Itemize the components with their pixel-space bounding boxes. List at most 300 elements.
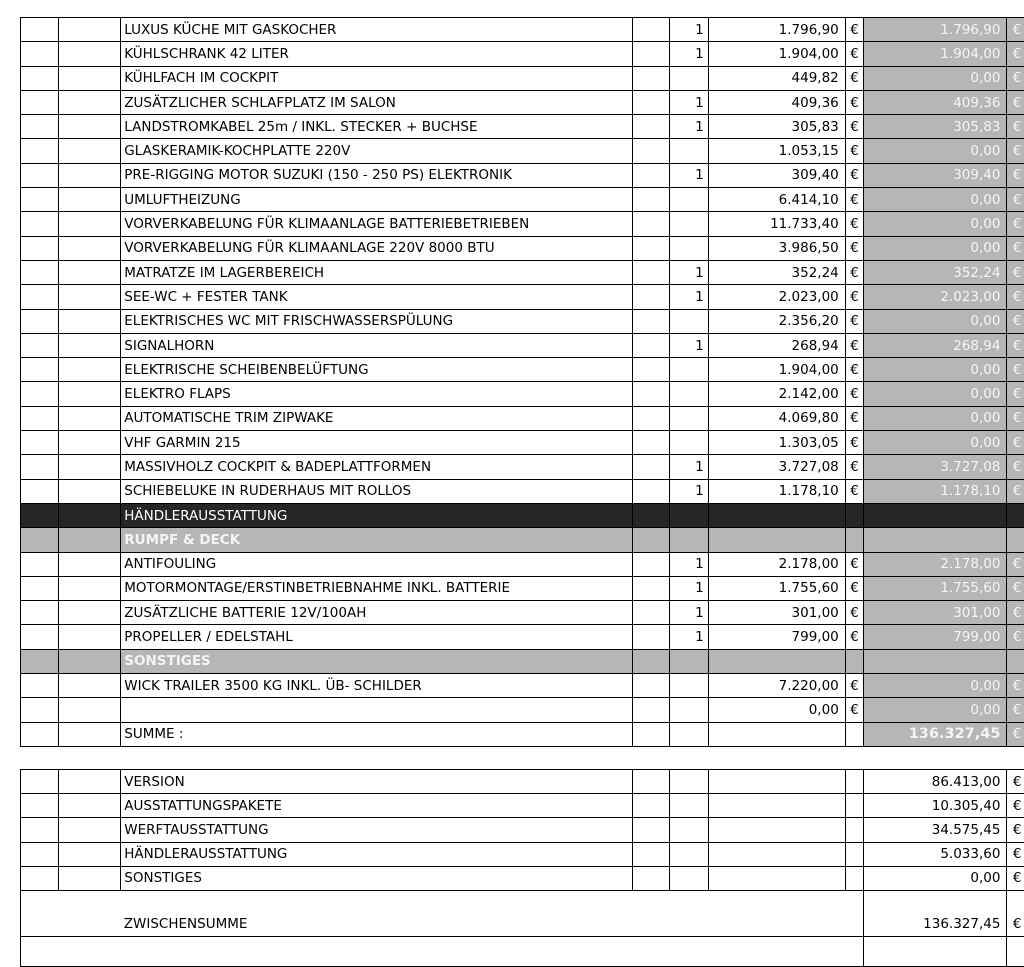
currency-symbol: € bbox=[845, 260, 863, 284]
currency-symbol: € bbox=[1007, 236, 1024, 260]
table-row bbox=[21, 576, 1024, 600]
item-quantity bbox=[669, 139, 708, 163]
currency-symbol: € bbox=[1007, 818, 1024, 842]
cell-blank bbox=[21, 333, 59, 357]
cell-blank bbox=[58, 698, 120, 722]
item-label: LUXUS KÜCHE MIT GASKOCHER bbox=[121, 18, 633, 42]
totals-value: 136.327,45 bbox=[864, 890, 1007, 936]
cell-blank bbox=[708, 818, 845, 842]
currency-symbol: € bbox=[1007, 455, 1024, 479]
item-total: 301,00 bbox=[864, 601, 1007, 625]
cell-blank bbox=[632, 722, 669, 746]
cell-blank bbox=[632, 576, 669, 600]
cell-blank bbox=[708, 794, 845, 818]
item-label: ELEKTRO FLAPS bbox=[121, 382, 633, 406]
cell-blank bbox=[58, 18, 120, 42]
cell-blank bbox=[21, 431, 59, 455]
item-price: 352,24 bbox=[708, 260, 845, 284]
cell-blank bbox=[21, 601, 59, 625]
cell-blank bbox=[632, 382, 669, 406]
cell-blank bbox=[632, 212, 669, 236]
item-price: 1.904,00 bbox=[708, 42, 845, 66]
cell-blank bbox=[669, 890, 708, 936]
cell-blank bbox=[708, 528, 845, 552]
cell-blank bbox=[21, 890, 59, 936]
currency-symbol: € bbox=[1007, 406, 1024, 430]
cell-blank bbox=[632, 698, 669, 722]
item-label: VHF GARMIN 215 bbox=[121, 431, 633, 455]
currency-symbol: € bbox=[845, 552, 863, 576]
cell-blank bbox=[632, 236, 669, 260]
cell-blank bbox=[58, 479, 120, 503]
currency-symbol: € bbox=[845, 406, 863, 430]
cell-blank bbox=[708, 722, 845, 746]
item-price: 409,36 bbox=[708, 90, 845, 114]
currency-symbol: € bbox=[1007, 163, 1024, 187]
item-label: ELEKTRISCHES WC MIT FRISCHWASSERSPÜLUNG bbox=[121, 309, 633, 333]
cell-blank bbox=[21, 90, 59, 114]
item-label: KÜHLSCHRANK 42 LITER bbox=[121, 42, 633, 66]
cell-blank bbox=[632, 866, 669, 890]
cell-blank bbox=[58, 770, 120, 794]
cell-blank bbox=[632, 770, 669, 794]
item-quantity: 1 bbox=[669, 625, 708, 649]
currency-symbol: € bbox=[1007, 722, 1024, 746]
item-price: 268,94 bbox=[708, 333, 845, 357]
cell-blank bbox=[632, 406, 669, 430]
cell-blank bbox=[1007, 528, 1024, 552]
item-quantity: 1 bbox=[669, 18, 708, 42]
table-row bbox=[21, 382, 1024, 406]
cell-blank bbox=[632, 139, 669, 163]
cell-blank bbox=[58, 890, 120, 936]
item-price: 1.904,00 bbox=[708, 358, 845, 382]
cell-blank bbox=[669, 842, 708, 866]
item-total: 0,00 bbox=[864, 212, 1007, 236]
currency-symbol: € bbox=[1007, 42, 1024, 66]
item-label: HÄNDLERAUSSTATTUNG bbox=[121, 503, 633, 527]
cell-blank bbox=[632, 890, 669, 936]
currency-symbol: € bbox=[1007, 431, 1024, 455]
currency-symbol: € bbox=[845, 90, 863, 114]
cell-blank bbox=[864, 503, 1007, 527]
cell-blank bbox=[58, 139, 120, 163]
currency-symbol: € bbox=[1007, 139, 1024, 163]
cell-blank bbox=[632, 115, 669, 139]
cell-blank bbox=[632, 188, 669, 212]
currency-symbol: € bbox=[1007, 674, 1024, 698]
table-row bbox=[21, 358, 1024, 382]
currency-symbol: € bbox=[845, 236, 863, 260]
cell-blank bbox=[632, 309, 669, 333]
item-total: 2.023,00 bbox=[864, 285, 1007, 309]
item-label: VORVERKABELUNG FÜR KLIMAANLAGE 220V 8000 BTU bbox=[121, 236, 633, 260]
cell-blank bbox=[21, 698, 59, 722]
cell-blank bbox=[845, 770, 863, 794]
item-quantity bbox=[669, 406, 708, 430]
cell-blank bbox=[58, 333, 120, 357]
currency-symbol: € bbox=[845, 576, 863, 600]
cell-blank bbox=[632, 818, 669, 842]
cell-blank bbox=[21, 818, 59, 842]
cell-blank bbox=[21, 576, 59, 600]
item-total: 0,00 bbox=[864, 236, 1007, 260]
table-row bbox=[21, 212, 1024, 236]
item-price: 3.727,08 bbox=[708, 455, 845, 479]
currency-symbol: € bbox=[1007, 115, 1024, 139]
cell-blank bbox=[21, 649, 59, 673]
cell-blank bbox=[21, 722, 59, 746]
cell-blank bbox=[58, 576, 120, 600]
item-label: LANDSTROMKABEL 25m / INKL. STECKER + BUCHSE bbox=[121, 115, 633, 139]
item-total: 799,00 bbox=[864, 625, 1007, 649]
cell-blank bbox=[21, 406, 59, 430]
cell-blank bbox=[669, 649, 708, 673]
cell-blank bbox=[58, 90, 120, 114]
sum-row bbox=[21, 722, 1024, 746]
table-row bbox=[21, 552, 1024, 576]
item-total: 352,24 bbox=[864, 260, 1007, 284]
currency-symbol: € bbox=[845, 601, 863, 625]
table-row bbox=[21, 674, 1024, 698]
cell-blank bbox=[21, 260, 59, 284]
table-row bbox=[21, 66, 1024, 90]
table-row bbox=[21, 285, 1024, 309]
item-quantity: 1 bbox=[669, 115, 708, 139]
totals-row bbox=[21, 890, 1024, 936]
currency-symbol: € bbox=[845, 309, 863, 333]
cell-blank bbox=[58, 309, 120, 333]
item-price: 309,40 bbox=[708, 163, 845, 187]
currency-symbol: € bbox=[1007, 794, 1024, 818]
cell-blank bbox=[58, 236, 120, 260]
table-row bbox=[21, 455, 1024, 479]
cell-blank bbox=[58, 866, 120, 890]
cell-blank bbox=[21, 115, 59, 139]
currency-symbol: € bbox=[1007, 601, 1024, 625]
cell-blank bbox=[708, 842, 845, 866]
item-price: 3.986,50 bbox=[708, 236, 845, 260]
currency-symbol: € bbox=[1007, 18, 1024, 42]
cell-blank bbox=[1007, 503, 1024, 527]
cell-blank bbox=[632, 42, 669, 66]
currency-symbol: € bbox=[1007, 90, 1024, 114]
section-row bbox=[21, 649, 1024, 673]
cell-blank bbox=[708, 649, 845, 673]
cell-blank bbox=[632, 479, 669, 503]
item-label: SIGNALHORN bbox=[121, 333, 633, 357]
totals-label: WERFTAUSSTATTUNG bbox=[121, 818, 633, 842]
item-label: MOTORMONTAGE/ERSTINBETRIEBNAHME INKL. BATTERIE bbox=[121, 576, 633, 600]
item-label: SCHIEBELUKE IN RUDERHAUS MIT ROLLOS bbox=[121, 479, 633, 503]
cell-blank bbox=[58, 260, 120, 284]
item-quantity bbox=[669, 236, 708, 260]
item-price: 0,00 bbox=[708, 698, 845, 722]
item-quantity: 1 bbox=[669, 601, 708, 625]
totals-row bbox=[21, 818, 1024, 842]
cell-blank bbox=[845, 649, 863, 673]
item-label: UMLUFTHEIZUNG bbox=[121, 188, 633, 212]
currency-symbol: € bbox=[1007, 382, 1024, 406]
item-price: 1.755,60 bbox=[708, 576, 845, 600]
cell-blank bbox=[632, 842, 669, 866]
cell-blank bbox=[21, 188, 59, 212]
cell-blank bbox=[708, 866, 845, 890]
cell-blank bbox=[58, 285, 120, 309]
currency-symbol: € bbox=[845, 212, 863, 236]
item-label: RUMPF & DECK bbox=[121, 528, 633, 552]
item-price: 6.414,10 bbox=[708, 188, 845, 212]
cell-blank bbox=[58, 528, 120, 552]
item-quantity bbox=[669, 188, 708, 212]
cell-blank bbox=[58, 406, 120, 430]
item-label: AUTOMATISCHE TRIM ZIPWAKE bbox=[121, 406, 633, 430]
cell-blank bbox=[21, 163, 59, 187]
cell-blank bbox=[58, 722, 120, 746]
cell-blank bbox=[58, 431, 120, 455]
item-quantity: 1 bbox=[669, 260, 708, 284]
table-row bbox=[21, 698, 1024, 722]
cell-blank bbox=[632, 625, 669, 649]
section-row bbox=[21, 528, 1024, 552]
cell-blank bbox=[845, 866, 863, 890]
cell-blank bbox=[58, 358, 120, 382]
cell-blank bbox=[669, 770, 708, 794]
cell-blank bbox=[21, 309, 59, 333]
table-row bbox=[21, 163, 1024, 187]
item-quantity: 1 bbox=[669, 455, 708, 479]
item-price: 1.053,15 bbox=[708, 139, 845, 163]
currency-symbol: € bbox=[845, 163, 863, 187]
item-label: ZUSÄTZLICHE BATTERIE 12V/100AH bbox=[121, 601, 633, 625]
item-label: KÜHLFACH IM COCKPIT bbox=[121, 66, 633, 90]
cell-blank bbox=[21, 503, 59, 527]
sum-total: 136.327,45 bbox=[864, 722, 1007, 746]
totals-row bbox=[21, 866, 1024, 890]
cell-blank bbox=[632, 18, 669, 42]
item-label: GLASKERAMIK-KOCHPLATTE 220V bbox=[121, 139, 633, 163]
item-quantity: 1 bbox=[669, 479, 708, 503]
currency-symbol: € bbox=[845, 358, 863, 382]
cell-blank bbox=[21, 42, 59, 66]
cell-blank bbox=[845, 503, 863, 527]
item-quantity bbox=[669, 66, 708, 90]
item-total: 0,00 bbox=[864, 358, 1007, 382]
item-label: ANTIFOULING bbox=[121, 552, 633, 576]
cell-blank bbox=[669, 794, 708, 818]
item-label: PRE-RIGGING MOTOR SUZUKI (150 - 250 PS) ELEKTRONIK bbox=[121, 163, 633, 187]
cell-blank bbox=[708, 503, 845, 527]
item-quantity bbox=[669, 431, 708, 455]
cell-blank bbox=[632, 431, 669, 455]
cell-blank bbox=[21, 358, 59, 382]
item-total: 0,00 bbox=[864, 674, 1007, 698]
table-row bbox=[21, 139, 1024, 163]
cell-blank bbox=[632, 503, 669, 527]
cell-blank bbox=[669, 818, 708, 842]
currency-symbol: € bbox=[845, 698, 863, 722]
item-total: 0,00 bbox=[864, 382, 1007, 406]
cell-blank bbox=[21, 842, 59, 866]
item-quantity bbox=[669, 358, 708, 382]
cell-blank bbox=[21, 18, 59, 42]
cell-blank bbox=[21, 794, 59, 818]
currency-symbol: € bbox=[845, 431, 863, 455]
currency-symbol: € bbox=[845, 625, 863, 649]
item-label: MATRATZE IM LAGERBEREICH bbox=[121, 260, 633, 284]
item-total: 0,00 bbox=[864, 431, 1007, 455]
cell-blank bbox=[21, 674, 59, 698]
item-total: 1.178,10 bbox=[864, 479, 1007, 503]
currency-symbol: € bbox=[845, 188, 863, 212]
cell-blank bbox=[58, 42, 120, 66]
item-price: 1.178,10 bbox=[708, 479, 845, 503]
item-price: 7.220,00 bbox=[708, 674, 845, 698]
totals-label: ZWISCHENSUMME bbox=[121, 890, 633, 936]
table-row bbox=[21, 333, 1024, 357]
table-row bbox=[21, 18, 1024, 42]
cell-blank bbox=[58, 188, 120, 212]
currency-symbol: € bbox=[1007, 212, 1024, 236]
item-price: 2.142,00 bbox=[708, 382, 845, 406]
currency-symbol: € bbox=[1007, 698, 1024, 722]
cell-blank bbox=[632, 674, 669, 698]
currency-symbol: € bbox=[845, 115, 863, 139]
cell-blank bbox=[845, 794, 863, 818]
currency-symbol: € bbox=[845, 382, 863, 406]
cell-blank bbox=[632, 794, 669, 818]
currency-symbol: € bbox=[1007, 285, 1024, 309]
cell-blank bbox=[58, 66, 120, 90]
item-label: MASSIVHOLZ COCKPIT & BADEPLATTFORMEN bbox=[121, 455, 633, 479]
cell-blank bbox=[21, 455, 59, 479]
currency-symbol: € bbox=[1007, 552, 1024, 576]
cell-blank bbox=[58, 649, 120, 673]
totals-value: 5.033,60 bbox=[864, 842, 1007, 866]
currency-symbol: € bbox=[1007, 479, 1024, 503]
cell-blank bbox=[58, 115, 120, 139]
item-price: 2.023,00 bbox=[708, 285, 845, 309]
cell-blank bbox=[632, 455, 669, 479]
currency-symbol: € bbox=[1007, 770, 1024, 794]
item-total: 409,36 bbox=[864, 90, 1007, 114]
cell-blank bbox=[58, 625, 120, 649]
currency-symbol: € bbox=[1007, 188, 1024, 212]
cell-blank bbox=[632, 552, 669, 576]
currency-symbol: € bbox=[845, 139, 863, 163]
item-label: PROPELLER / EDELSTAHL bbox=[121, 625, 633, 649]
cell-blank bbox=[632, 601, 669, 625]
equipment-table bbox=[20, 17, 1024, 747]
cell-blank bbox=[21, 770, 59, 794]
cell-blank bbox=[21, 66, 59, 90]
cell-blank bbox=[632, 358, 669, 382]
item-price: 2.178,00 bbox=[708, 552, 845, 576]
currency-symbol: € bbox=[1007, 66, 1024, 90]
currency-symbol: € bbox=[845, 333, 863, 357]
cell-blank bbox=[864, 528, 1007, 552]
cell-blank bbox=[632, 333, 669, 357]
item-label: SONSTIGES bbox=[121, 649, 633, 673]
item-label: ZUSÄTZLICHER SCHLAFPLATZ IM SALON bbox=[121, 90, 633, 114]
cell-blank bbox=[21, 236, 59, 260]
cell-blank bbox=[21, 479, 59, 503]
cell-blank bbox=[21, 625, 59, 649]
item-total: 1.796,90 bbox=[864, 18, 1007, 42]
item-label bbox=[121, 698, 633, 722]
item-total: 0,00 bbox=[864, 698, 1007, 722]
item-total: 0,00 bbox=[864, 406, 1007, 430]
item-total: 0,00 bbox=[864, 309, 1007, 333]
cell-blank bbox=[864, 649, 1007, 673]
currency-symbol: € bbox=[845, 42, 863, 66]
currency-symbol: € bbox=[1007, 358, 1024, 382]
table-row bbox=[21, 42, 1024, 66]
cell-blank bbox=[58, 552, 120, 576]
header-row bbox=[21, 503, 1024, 527]
cell-blank bbox=[669, 503, 708, 527]
totals-value: 0,00 bbox=[864, 866, 1007, 890]
cell-blank bbox=[58, 674, 120, 698]
item-label: SUMME : bbox=[121, 722, 633, 746]
item-total: 0,00 bbox=[864, 66, 1007, 90]
table-row bbox=[21, 115, 1024, 139]
cell-blank bbox=[669, 866, 708, 890]
item-quantity bbox=[669, 698, 708, 722]
item-total: 1.755,60 bbox=[864, 576, 1007, 600]
currency-symbol: € bbox=[845, 66, 863, 90]
item-quantity: 1 bbox=[669, 333, 708, 357]
totals-row bbox=[21, 842, 1024, 866]
table-row bbox=[21, 309, 1024, 333]
cell-blank bbox=[708, 890, 845, 936]
currency-symbol: € bbox=[1007, 842, 1024, 866]
item-total: 309,40 bbox=[864, 163, 1007, 187]
item-price: 2.356,20 bbox=[708, 309, 845, 333]
currency-symbol: € bbox=[845, 18, 863, 42]
totals-label: AUSSTATTUNGSPAKETE bbox=[121, 794, 633, 818]
cell-blank bbox=[632, 649, 669, 673]
item-total: 305,83 bbox=[864, 115, 1007, 139]
currency-symbol: € bbox=[1007, 576, 1024, 600]
item-quantity bbox=[669, 309, 708, 333]
cell-blank bbox=[632, 260, 669, 284]
totals-row bbox=[21, 770, 1024, 794]
item-label: VORVERKABELUNG FÜR KLIMAANLAGE BATTERIEBETRIEBEN bbox=[121, 212, 633, 236]
item-quantity bbox=[669, 674, 708, 698]
totals-value: 34.575,45 bbox=[864, 818, 1007, 842]
currency-symbol: € bbox=[845, 674, 863, 698]
item-price: 449,82 bbox=[708, 66, 845, 90]
cell-blank bbox=[1007, 649, 1024, 673]
table-row bbox=[21, 625, 1024, 649]
totals-table bbox=[20, 769, 1024, 967]
item-quantity: 1 bbox=[669, 576, 708, 600]
cell-blank bbox=[632, 163, 669, 187]
cell-blank bbox=[21, 382, 59, 406]
item-total: 268,94 bbox=[864, 333, 1007, 357]
table-row bbox=[21, 236, 1024, 260]
item-price: 301,00 bbox=[708, 601, 845, 625]
table-row bbox=[21, 90, 1024, 114]
currency-symbol: € bbox=[1007, 866, 1024, 890]
cell-blank bbox=[632, 528, 669, 552]
totals-value: 86.413,00 bbox=[864, 770, 1007, 794]
cell-blank bbox=[845, 818, 863, 842]
cell-blank bbox=[58, 842, 120, 866]
cell-blank bbox=[58, 382, 120, 406]
item-price: 11.733,40 bbox=[708, 212, 845, 236]
